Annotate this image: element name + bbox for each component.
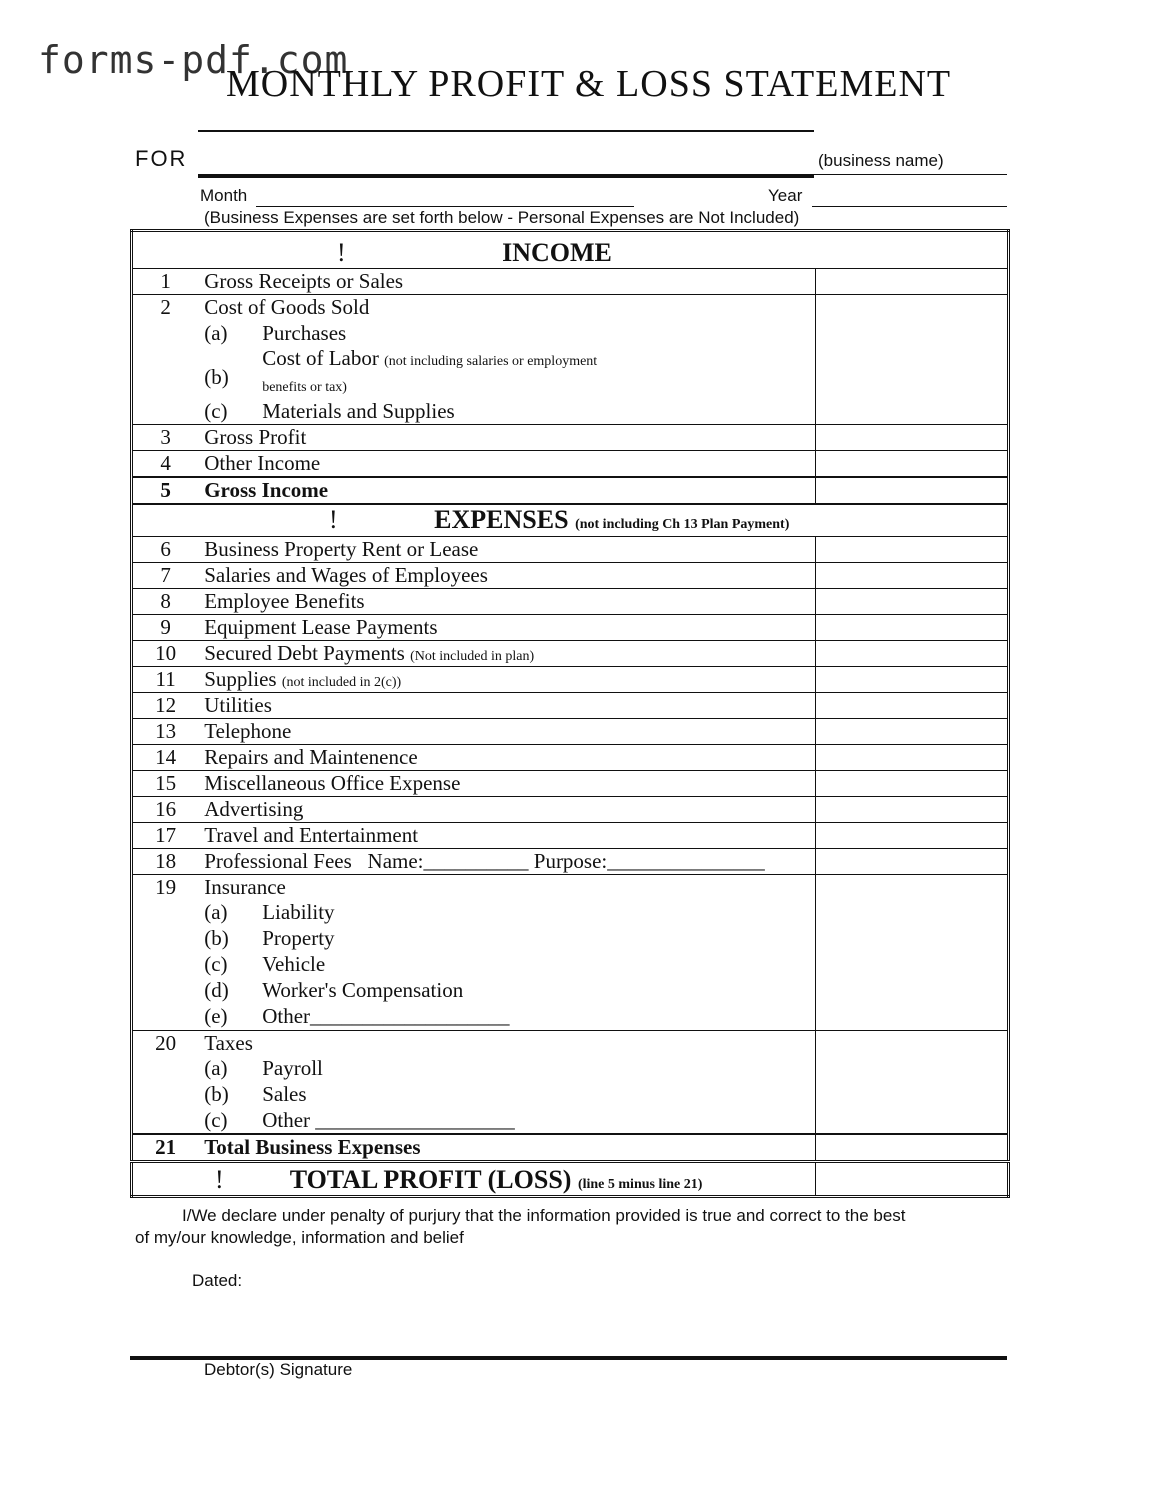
row-number: 21 xyxy=(155,1135,177,1159)
table-row xyxy=(132,451,1009,478)
income-header-row xyxy=(132,231,1009,269)
row-label: Miscellaneous Office Expense xyxy=(198,770,816,796)
row-number: 14 xyxy=(132,744,199,770)
amount-field[interactable] xyxy=(816,822,1009,848)
table-row xyxy=(132,347,1009,399)
table-row xyxy=(132,1108,1009,1134)
amount-field[interactable] xyxy=(816,692,1009,718)
amount-field[interactable] xyxy=(816,796,1009,822)
amount-field[interactable] xyxy=(816,425,1009,451)
row-number: 3 xyxy=(132,425,199,451)
title-underline xyxy=(198,130,814,132)
row-label: Property xyxy=(262,926,335,950)
table-row xyxy=(132,978,1009,1004)
table-row xyxy=(132,718,1009,744)
income-marker: ! xyxy=(336,238,346,267)
row-label: Insurance xyxy=(198,874,816,900)
row-label: Telephone xyxy=(198,718,816,744)
expenses-header-note: (not including Ch 13 Plan Payment) xyxy=(575,517,790,532)
table-row xyxy=(132,926,1009,952)
table-row xyxy=(132,952,1009,978)
row-number: 15 xyxy=(132,770,199,796)
row-number: 6 xyxy=(132,536,199,562)
row-label[interactable]: Other___________________ xyxy=(262,1004,510,1028)
row-number: 13 xyxy=(132,718,199,744)
amount-field[interactable] xyxy=(816,614,1009,640)
signature-label: Debtor(s) Signature xyxy=(204,1360,353,1379)
table-row xyxy=(132,744,1009,770)
row-label[interactable]: Other ___________________ xyxy=(262,1108,515,1132)
row-label: Materials and Supplies xyxy=(262,398,455,423)
row-number: 11 xyxy=(132,666,199,692)
table-row xyxy=(132,425,1009,451)
row-label: Gross Income xyxy=(198,477,816,504)
table-row xyxy=(132,822,1009,848)
table-row xyxy=(132,874,1009,900)
row-label: Total Business Expenses xyxy=(198,1134,816,1162)
amount-field[interactable] xyxy=(816,588,1009,614)
year-label: Year xyxy=(768,186,803,205)
table-row xyxy=(132,692,1009,718)
row-number: 7 xyxy=(132,562,199,588)
row-label: Salaries and Wages of Employees xyxy=(198,562,816,588)
amount-field[interactable] xyxy=(816,718,1009,744)
row-label: Taxes xyxy=(198,1030,816,1056)
sub-letter: (a) xyxy=(204,1056,228,1080)
row-label: Business Property Rent or Lease xyxy=(198,536,816,562)
sub-letter: (c) xyxy=(204,1108,228,1132)
row-number: 10 xyxy=(132,640,199,666)
row-label: Vehicle xyxy=(262,952,326,976)
expenses-header: EXPENSES xyxy=(434,505,569,534)
row-label: Utilities xyxy=(198,692,816,718)
row-number: 12 xyxy=(132,692,199,718)
table-row xyxy=(132,666,1009,692)
amount-field[interactable] xyxy=(816,1134,1009,1162)
row-label[interactable]: Professional Fees Name:__________ Purpose:_______________ xyxy=(198,848,816,874)
row-note: benefits or tax) xyxy=(262,379,347,395)
row-label: Gross Receipts or Sales xyxy=(198,269,816,295)
amount-field[interactable] xyxy=(816,399,1009,425)
row-number: 2 xyxy=(160,295,171,319)
row-label: Payroll xyxy=(262,1056,323,1080)
sub-letter: (a) xyxy=(204,900,228,924)
sub-letter: (a) xyxy=(204,320,228,345)
sub-letter: (c) xyxy=(204,398,228,423)
table-row xyxy=(132,477,1009,504)
row-label: Repairs and Maintenence xyxy=(198,744,816,770)
table-row xyxy=(132,588,1009,614)
row-label: Other Income xyxy=(198,451,816,478)
row-label: Cost of Labor xyxy=(262,345,379,370)
sub-letter: (e) xyxy=(204,1004,228,1028)
row-note: (not including salaries or employment xyxy=(384,353,598,369)
amount-field[interactable] xyxy=(816,477,1009,504)
total-label: TOTAL PROFIT (LOSS) xyxy=(289,1165,572,1194)
row-number: 18 xyxy=(132,848,199,874)
row-label: Purchases xyxy=(262,320,347,345)
year-field[interactable] xyxy=(812,206,1007,207)
for-label: FOR xyxy=(135,146,188,171)
row-number: 9 xyxy=(132,614,199,640)
amount-field[interactable] xyxy=(816,1082,1009,1108)
row-label: Worker's Compensation xyxy=(262,978,464,1002)
amount-field[interactable] xyxy=(816,744,1009,770)
amount-field[interactable] xyxy=(816,666,1009,692)
amount-field[interactable] xyxy=(816,347,1009,399)
sub-letter: (b) xyxy=(204,926,229,950)
sub-letter: (d) xyxy=(204,978,229,1002)
row-number: 1 xyxy=(132,269,199,295)
table-row xyxy=(132,614,1009,640)
expenses-header-row xyxy=(132,504,1009,536)
total-note: (line 5 minus line 21) xyxy=(577,1177,703,1192)
table-row xyxy=(132,562,1009,588)
month-label: Month xyxy=(200,186,248,205)
row-label: Travel and Entertainment xyxy=(198,822,816,848)
amount-field[interactable] xyxy=(816,770,1009,796)
table-row xyxy=(132,1030,1009,1056)
row-number: 16 xyxy=(132,796,199,822)
row-number: 17 xyxy=(132,822,199,848)
month-field[interactable] xyxy=(256,206,634,207)
sub-letter: (b) xyxy=(204,364,229,389)
table-row xyxy=(132,796,1009,822)
row-label: Cost of Goods Sold xyxy=(198,295,816,321)
row-label: Secured Debt Payments xyxy=(204,640,405,665)
table-row xyxy=(132,848,1009,874)
row-number: 4 xyxy=(132,451,199,478)
expenses-marker: ! xyxy=(329,505,338,534)
table-row xyxy=(132,900,1009,926)
amount-field[interactable] xyxy=(816,269,1009,295)
row-number: 19 xyxy=(155,874,177,899)
total-marker: ! xyxy=(215,1165,224,1194)
amount-field[interactable] xyxy=(816,952,1009,978)
amount-field[interactable] xyxy=(816,978,1009,1004)
business-name-extension xyxy=(814,174,1007,175)
amount-field[interactable] xyxy=(816,321,1009,347)
total-row xyxy=(132,1162,1009,1197)
amount-field[interactable] xyxy=(816,848,1009,874)
row-label: Liability xyxy=(262,900,335,924)
amount-field[interactable] xyxy=(816,295,1009,321)
row-note: (Not included in plan) xyxy=(410,648,535,664)
table-row xyxy=(132,1056,1009,1082)
amount-field[interactable] xyxy=(816,1056,1009,1082)
table-row xyxy=(132,321,1009,347)
table-row xyxy=(132,1082,1009,1108)
dated-label: Dated: xyxy=(192,1271,243,1290)
row-label: Equipment Lease Payments xyxy=(198,614,816,640)
amount-field[interactable] xyxy=(816,1108,1009,1134)
income-header: INCOME xyxy=(502,238,612,267)
table-row xyxy=(132,295,1009,321)
row-label: Supplies xyxy=(204,666,277,691)
row-number: 5 xyxy=(132,477,199,504)
table-row xyxy=(132,770,1009,796)
amount-field[interactable] xyxy=(816,451,1009,478)
row-label: Employee Benefits xyxy=(198,588,816,614)
table-row xyxy=(132,1134,1009,1162)
table-row xyxy=(132,399,1009,425)
row-label: Gross Profit xyxy=(198,425,816,451)
table-row xyxy=(132,1004,1009,1030)
business-name-label: (business name) xyxy=(818,151,944,170)
row-label: Advertising xyxy=(198,796,816,822)
expenses-note: (Business Expenses are set forth below - Personal Expenses are Not Included) xyxy=(204,208,800,227)
amount-field[interactable] xyxy=(816,640,1009,666)
total-amount-field[interactable] xyxy=(816,1162,1009,1197)
amount-field[interactable] xyxy=(816,562,1009,588)
business-name-field[interactable] xyxy=(198,174,814,178)
table-row xyxy=(132,269,1009,295)
row-number: 20 xyxy=(155,1030,177,1055)
declaration-line-1: I/We declare under penalty of purjury that the information provided is true and correct to the best xyxy=(182,1206,906,1225)
amount-field[interactable] xyxy=(816,536,1009,562)
amount-field[interactable] xyxy=(816,1030,1009,1056)
amount-field[interactable] xyxy=(816,926,1009,952)
amount-field[interactable] xyxy=(816,900,1009,926)
table-row xyxy=(132,640,1009,666)
declaration-line-2: of my/our knowledge, information and belief xyxy=(135,1228,464,1247)
row-label: Sales xyxy=(262,1082,307,1106)
row-number: 8 xyxy=(132,588,199,614)
sub-letter: (b) xyxy=(204,1082,229,1106)
row-note: (not included in 2(c)) xyxy=(281,674,402,690)
table-row xyxy=(132,536,1009,562)
sub-letter: (c) xyxy=(204,952,228,976)
watermark: forms-pdf.com xyxy=(38,38,349,82)
amount-field[interactable] xyxy=(816,874,1009,900)
page-title: MONTHLY PROFIT & LOSS STATEMENT xyxy=(226,63,952,105)
profit-loss-table xyxy=(130,229,1010,1198)
amount-field[interactable] xyxy=(816,1004,1009,1030)
